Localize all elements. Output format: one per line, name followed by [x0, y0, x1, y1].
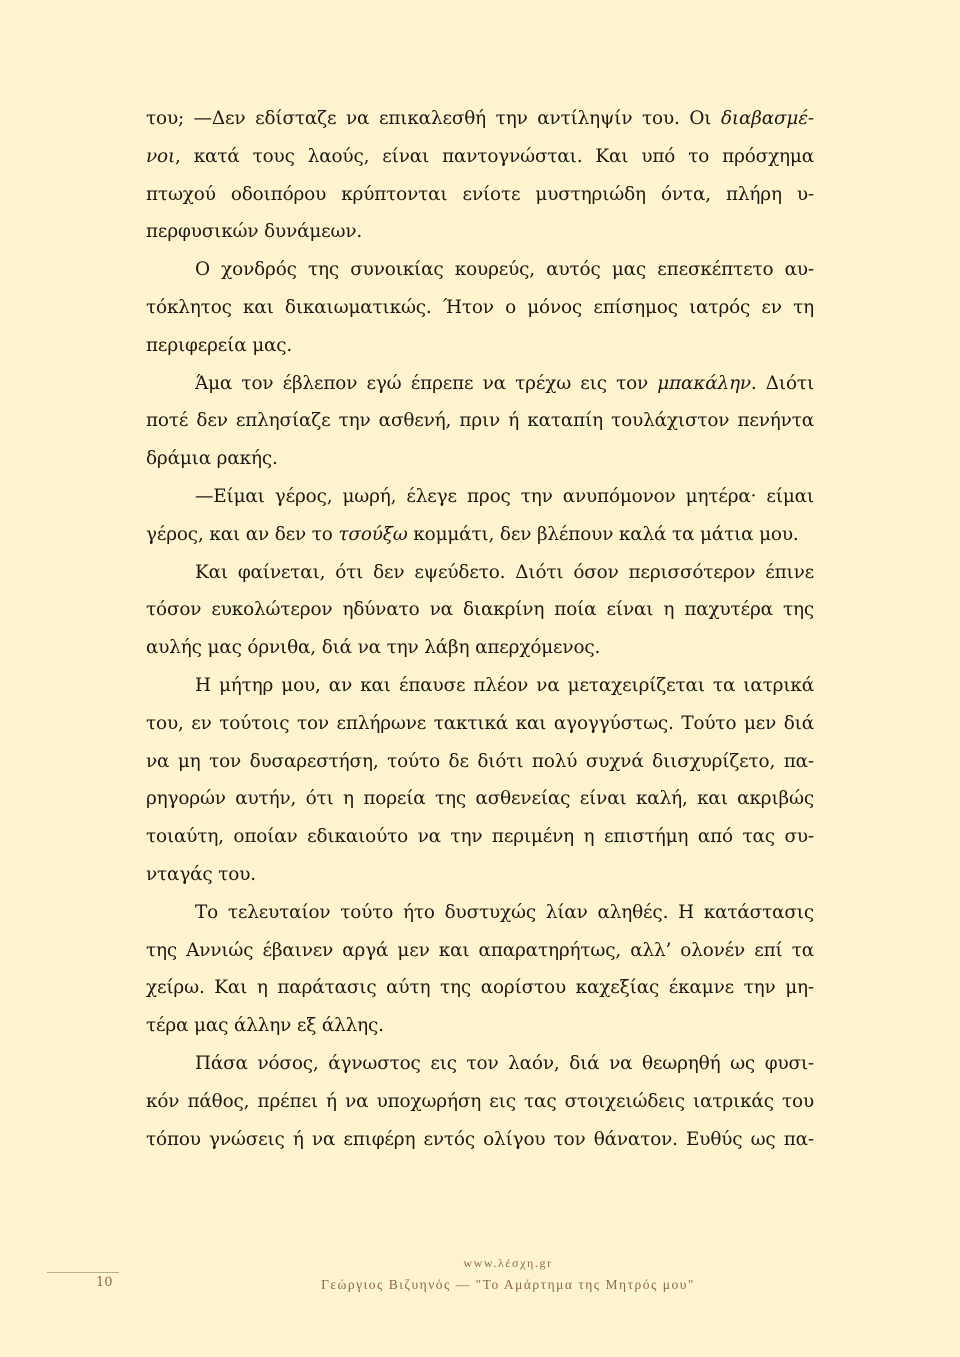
- text-line: [146, 213, 814, 251]
- text-line: [146, 478, 814, 516]
- text-line: [146, 365, 814, 403]
- text-segment: Πάσα νόσος, άγνωστος εις τον λαόν, διά να θεωρηθή ως φυσι-: [195, 1052, 814, 1074]
- text-segment: , κατά τους λαούς, είναι παντογνώσται. Και υπό το πρόσχημα: [175, 145, 814, 167]
- text-line: [146, 667, 814, 705]
- text-line: [146, 818, 814, 856]
- text-segment: του; —Δεν εδίσταζε να επικαλεσθή την αντίληψίν του. Οι: [146, 108, 721, 129]
- text-line: [146, 251, 814, 289]
- text-segment: ρηγορών αυτήν, ότι η πορεία της ασθενείας είναι καλή, και ακριβώς: [146, 788, 814, 810]
- text-segment: τόκλητος και δικαιωματικώς. Ήτον ο μόνος επίσημος ιατρός εν τη: [146, 296, 814, 318]
- italic-text: μπακάλην: [657, 372, 751, 394]
- text-segment: δράμια ρακής.: [146, 448, 278, 470]
- text-segment: να μη τον δυσαρεστήση, τούτο δε διότι πολύ συχνά διισχυρίζετο, πα-: [146, 750, 814, 772]
- text-segment: τόσον ευκολώτερον ηδύνατο να διακρίνη ποία είναι η παχυτέρα της: [146, 599, 814, 621]
- italic-text: τσούξω: [338, 523, 408, 545]
- footer-credit: Γεώργιος Βιζυηνός — "Το Αμάρτημα της Μητρός μου": [321, 1277, 695, 1292]
- text-line: [146, 705, 814, 743]
- text-segment: πτωχού οδοιπόρου κρύπτονται ενίοτε μυστηριώδη όντα, πλήρη υ-: [146, 183, 814, 205]
- text-segment: γέρος, και αν δεν το: [146, 523, 339, 545]
- text-segment: —Είμαι γέρος, μωρή, έλεγε προς την ανυπόμονον μητέρα· είμαι: [195, 485, 814, 507]
- text-segment: περφυσικών δυνάμεων.: [146, 221, 363, 243]
- text-line: [146, 440, 814, 478]
- text-line: [146, 100, 814, 138]
- text-segment: . Διότι: [750, 372, 815, 394]
- text-line: [146, 554, 814, 592]
- text-segment: κόν πάθος, πρέπει ή να υποχωρήση εις τας στοιχειώδεις ιατρικάς του: [146, 1090, 814, 1112]
- body-text: [146, 100, 814, 1158]
- text-line: [146, 780, 814, 818]
- footer-site: www.λέσχη.gr: [463, 1256, 553, 1270]
- text-segment: κομμάτι, δεν βλέπουν καλά τα μάτια μου.: [407, 523, 799, 545]
- text-line: [146, 289, 814, 327]
- text-line: [146, 1121, 814, 1159]
- text-line: [146, 856, 814, 894]
- italic-text: διαβασμέ-: [721, 108, 814, 129]
- italic-text: νοι: [146, 145, 176, 167]
- text-segment: ποτέ δεν επλησίαζε την ασθενή, πριν ή καταπίη τουλάχιστον πενήντα: [146, 410, 814, 432]
- text-line: [146, 969, 814, 1007]
- text-segment: τέρα μας άλλην εξ άλλης.: [146, 1015, 384, 1037]
- text-segment: της Αννιώς έβαινεν αργά μεν και απαρατηρήτως, αλλ’ ολονέν επί τα: [146, 939, 814, 961]
- text-line: [146, 1083, 814, 1121]
- footer-rule: [47, 1272, 119, 1273]
- text-line: [146, 402, 814, 440]
- text-segment: χείρω. Και η παράτασις αύτη της αορίστου καχεξίας έκαμνε την μη-: [146, 977, 814, 999]
- text-segment: περιφερεία μας.: [146, 334, 293, 356]
- text-line: [146, 138, 814, 176]
- text-segment: του, εν τούτοις τον επλήρωνε τακτικά και αγογγύστως. Τούτο μεν διά: [146, 712, 814, 734]
- text-segment: τόπου γνώσεις ή να επιφέρη εντός ολίγου τον θάνατον. Ευθύς ως πα-: [146, 1128, 814, 1150]
- text-segment: Ο χονδρός της συνοικίας κουρεύς, αυτός μας επεσκέπτετο αυ-: [195, 259, 814, 281]
- text-line: [146, 1007, 814, 1045]
- text-segment: Άμα τον έβλεπον εγώ έπρεπε να τρέχω εις τον: [195, 372, 658, 394]
- text-line: [146, 932, 814, 970]
- text-line: [146, 894, 814, 932]
- text-line: [146, 1045, 814, 1083]
- text-line: [146, 176, 814, 214]
- text-segment: αυλής μας όρνιθα, διά να την λάβη απερχόμενος.: [146, 637, 601, 659]
- text-segment: τοιαύτη, οποίαν εδικαιούτο να την περιμένη η επιστήμη από τας συ-: [146, 826, 814, 848]
- text-segment: νταγάς του.: [146, 863, 256, 885]
- text-segment: Και φαίνεται, ότι δεν εψεύδετο. Διότι όσον περισσότερον έπινε: [195, 561, 814, 583]
- text-line: [146, 327, 814, 365]
- text-line: [146, 591, 814, 629]
- text-segment: Το τελευταίον τούτο ήτο δυστυχώς λίαν αληθές. Η κατάστασις: [195, 901, 814, 923]
- text-line: [146, 516, 814, 554]
- text-line: [146, 629, 814, 667]
- text-segment: Η μήτηρ μου, αν και έπαυσε πλέον να μεταχειρίζεται τα ιατρικά: [195, 674, 814, 696]
- page-number: 10: [96, 1275, 113, 1290]
- text-line: [146, 743, 814, 781]
